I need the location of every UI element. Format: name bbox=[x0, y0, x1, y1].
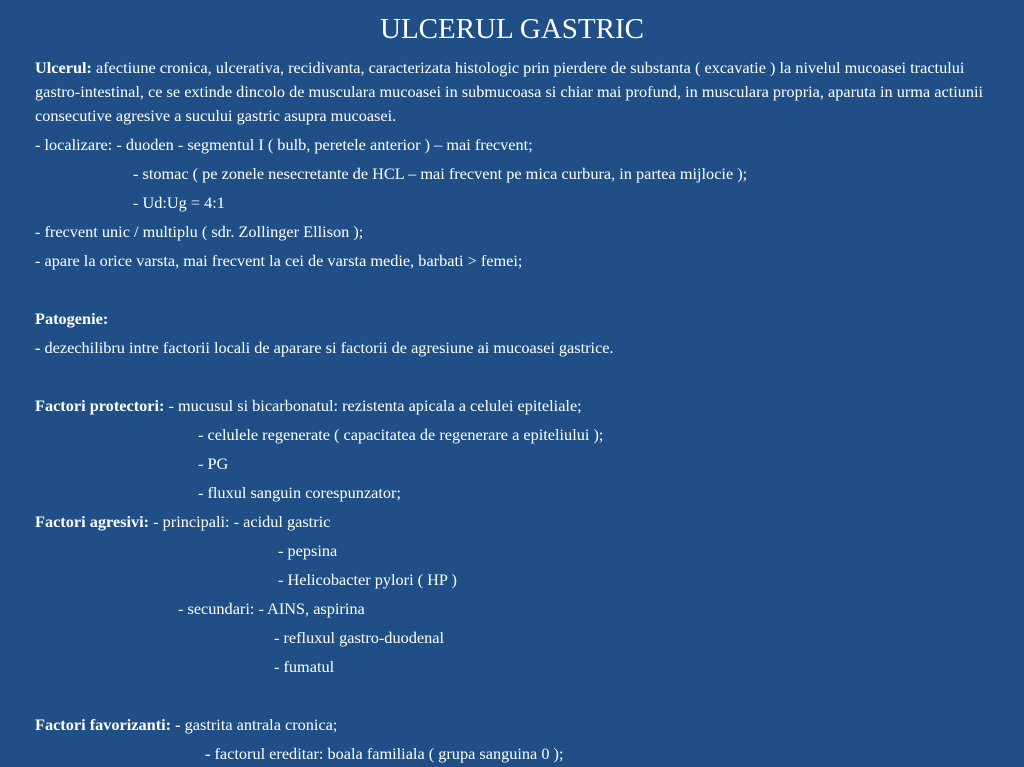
protectori-item: - fluxul sanguin corespunzator; bbox=[198, 483, 402, 502]
agresivi-secundar: - refluxul gastro-duodenal bbox=[274, 628, 444, 647]
localizare-line-2: - stomac ( pe zonele nesecretante de HCL – mai frecvent pe mica curbura, in partea mijlocie ); bbox=[133, 164, 748, 183]
protectori-line-1 bbox=[35, 394, 985, 418]
frecvent-line: - frecvent unic / multiplu ( sdr. Zollinger Ellison ); bbox=[35, 222, 364, 241]
agresivi-principal: - principali: - acidul gastric bbox=[149, 512, 331, 531]
patogenie-dash: - bbox=[35, 338, 41, 357]
favorizanti-label: Factori favorizanti: bbox=[35, 715, 172, 734]
agresivi-principal: - Helicobacter pylori ( HP ) bbox=[278, 570, 457, 589]
patogenie-label: Patogenie: bbox=[35, 309, 109, 328]
definition-text: afectiune cronica, ulcerativa, recidivanta, caracterizata histologic prin pierdere de substanta ( excavatie ) la nivelul mucoasei tractului gastro-intestinal, ce se extinde dincolo de musculara mucoasei in submucoasa si chiar mai profund, in musculara propria, aparuta in urma actiunii consecutive agresive a sucului gastric asupra mucoasei. bbox=[35, 58, 984, 125]
protectori-item: - PG bbox=[198, 454, 229, 473]
slide-title: ULCERUL GASTRIC bbox=[380, 13, 644, 45]
spacer bbox=[35, 278, 985, 302]
agresivi-label: Factori agresivi: bbox=[35, 512, 150, 531]
definition-paragraph bbox=[35, 56, 985, 128]
definition-label: Ulcerul: bbox=[35, 58, 92, 77]
favorizanti-line-1 bbox=[35, 713, 985, 737]
patogenie-line bbox=[35, 336, 985, 360]
patogenie-heading bbox=[35, 307, 985, 331]
spacer bbox=[35, 684, 985, 708]
favorizanti-dash: - bbox=[205, 744, 211, 763]
varsta-line: - apare la orice varsta, mai frecvent la cei de varsta medie, barbati > femei; bbox=[35, 251, 523, 270]
agresivi-secundar: - secundari: - AINS, aspirina bbox=[178, 599, 365, 618]
localizare-line-1: - localizare: - duoden - segmentul I ( bulb, peretele anterior ) – mai frecvent; bbox=[35, 135, 533, 154]
favorizanti-dash: - bbox=[171, 715, 181, 734]
favorizanti-line-2 bbox=[35, 742, 985, 766]
protectori-item: - celulele regenerate ( capacitatea de regenerare a epiteliului ); bbox=[198, 425, 604, 444]
protectori-label: Factori protectori: bbox=[35, 396, 165, 415]
agresivi-principal: - pepsina bbox=[278, 541, 338, 560]
favorizanti-item: factorul ereditar: boala familiala ( grupa sanguina 0 ); bbox=[210, 744, 564, 763]
protectori-item: - mucusul si bicarbonatul: rezistenta apicala a celulei epiteliale; bbox=[164, 396, 582, 415]
agresivi-line-1 bbox=[35, 510, 985, 534]
favorizanti-item: gastrita antrala cronica; bbox=[180, 715, 338, 734]
spacer bbox=[35, 365, 985, 389]
patogenie-text: dezechilibru intre factorii locali de aparare si factorii de agresiune ai mucoasei gastrice. bbox=[40, 338, 614, 357]
agresivi-secundar: - fumatul bbox=[274, 657, 335, 676]
localizare-line-3: - Ud:Ug = 4:1 bbox=[133, 193, 225, 212]
slide-content bbox=[35, 56, 985, 767]
